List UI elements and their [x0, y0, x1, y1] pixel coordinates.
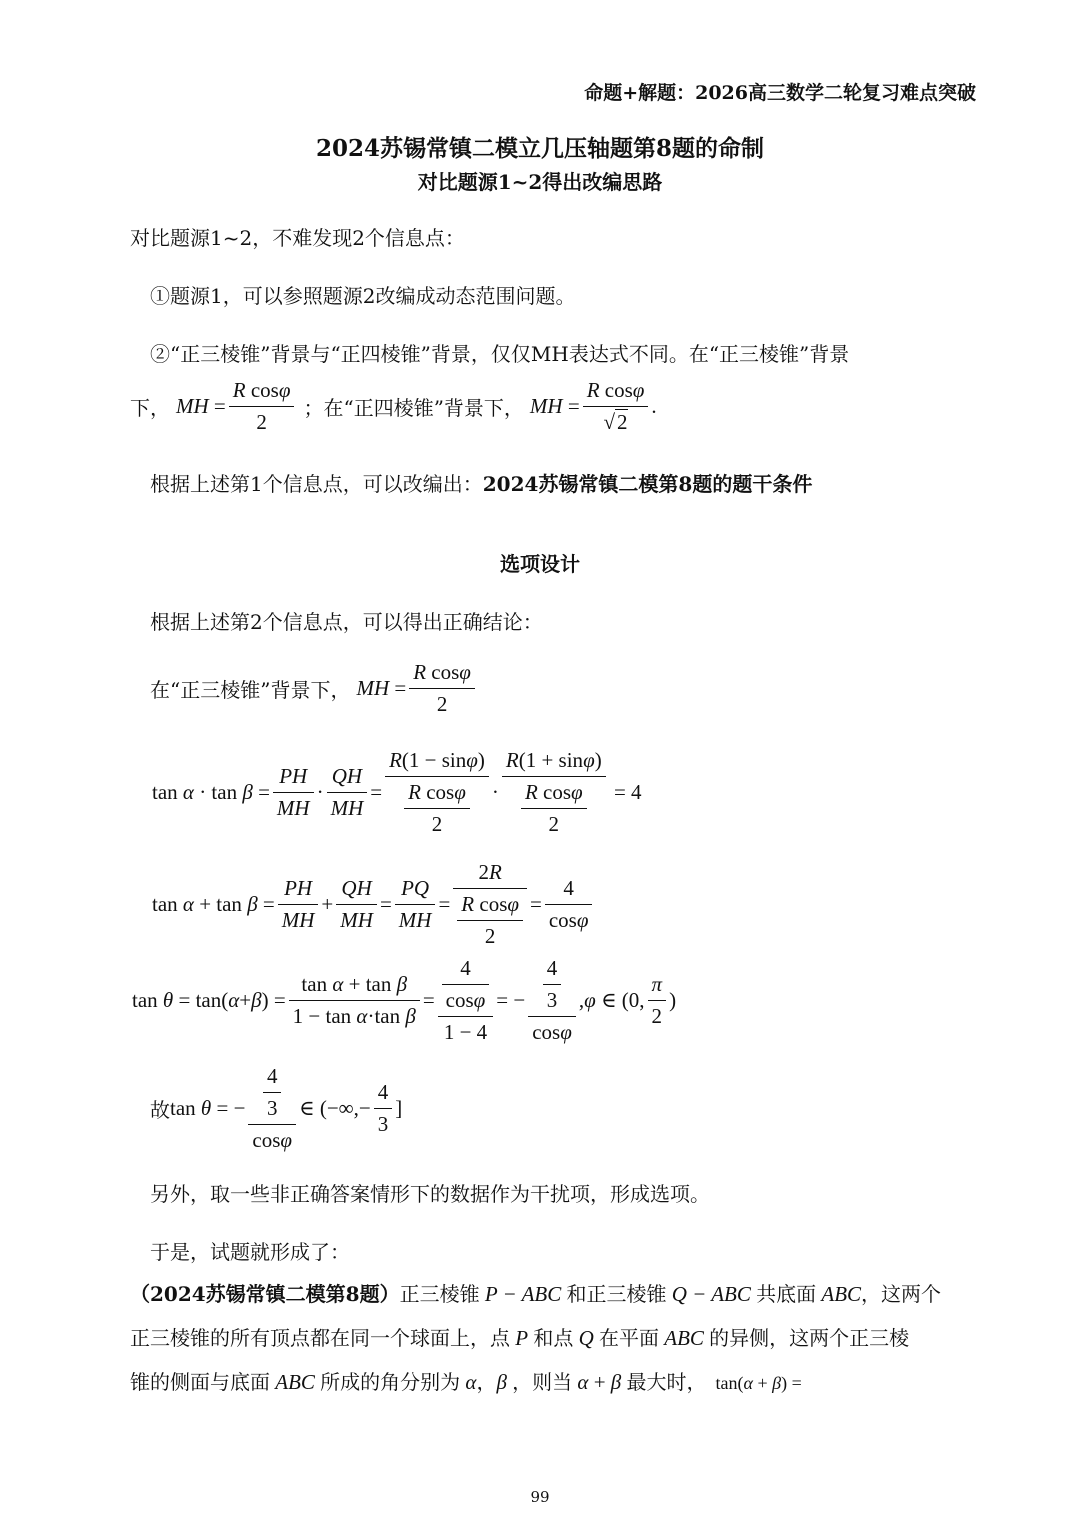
question-line-1: [130, 1278, 941, 1307]
page-title: 2024苏锡常镇二模立几压轴题第8题的命制: [315, 135, 765, 162]
q-l2-c: 在平面: [599, 1326, 659, 1350]
page-subtitle: 对比题源1~2得出改编思路: [417, 170, 663, 194]
formula-mh-triangular: MH = $\frac{\text{R cosφ}}{2}$: [176, 378, 297, 435]
paragraph-10: 于是，试题就形成了：: [150, 1240, 350, 1264]
q-l3-c: ，则当: [512, 1370, 573, 1394]
q-l1-d: ，这两个: [861, 1282, 942, 1306]
formula-conclusion: tan θ = − $\frac{\frac{4}{3}}{\cos\varphi}$ ∈ (−∞,− $\frac{4}{3}$ ]: [170, 1064, 403, 1152]
paragraph-9: 另外，取一些非正确答案情形下的数据作为干扰项，形成选项。: [150, 1182, 710, 1206]
paragraph-1: 对比题源1~2，不难发现2个信息点：: [130, 226, 465, 250]
section-heading: 选项设计: [500, 552, 580, 576]
p8-text: 故: [150, 1098, 170, 1122]
paragraph-8: [150, 1064, 402, 1153]
paragraph-7: [150, 660, 478, 717]
base-abc: ABC: [816, 1282, 862, 1306]
paragraph-6: 根据上述第2个信息点，可以得出正确结论：: [150, 610, 543, 634]
q-l3-b: 所成的角分别为: [320, 1370, 461, 1394]
running-header: 命题+解题：2026高三数学二轮复习难点突破: [584, 82, 976, 104]
p5-text-b: 2024苏锡常镇二模第8题的题干条件: [482, 472, 813, 496]
q-l1-b: 和正三棱锥: [566, 1282, 667, 1306]
formula-tan-sum: tan α + tan β = $\frac{PH}{MH}$ + $\frac{QH}{MH}$ = $\frac{PQ}{MH}$ = $\frac{2R}{\frac{\text{R cosφ}}{2}}$ = $\frac{4}{\cos\varphi}$: [152, 860, 595, 949]
paragraph-5: [150, 468, 812, 497]
question-label: （2024苏锡常镇二模第8题）: [130, 1282, 400, 1306]
q-l2-d: 的异侧，这两个正三棱: [709, 1326, 910, 1350]
p4-text-b: ；在“正四棱锥”背景下，: [303, 396, 524, 420]
page-number: 99: [530, 1488, 550, 1506]
formula-mh-square: MH = $\frac{\text{R cosφ}}{√2}$ .: [529, 378, 657, 434]
q-l2-a: 正三棱锥的所有顶点都在同一个球面上，点: [130, 1326, 510, 1350]
paragraph-2: ①题源1，可以参照题源2改编成动态范围问题。: [150, 284, 576, 308]
pyramid-p: P − ABC: [479, 1282, 567, 1306]
pyramid-q: Q − ABC: [666, 1282, 757, 1306]
q-l1-a: 正三棱锥: [399, 1282, 480, 1306]
formula-tan-theta: tan θ = tan( α + β ) = $\frac{\text{tan α + tan β}}{\text{1 − tan α·tan β}}$ = $\frac{\frac{4}{\cos\varphi}}{1 - 4}$ = − $\frac{\frac{4}{3}}{\cos\varphi}$ , φ ∈ (0, $\frac{\pi}{2}$ ): [132, 956, 677, 1044]
p7-text: 在“正三棱锥”背景下，: [150, 678, 351, 702]
formula-tan-product: tan α · tan β = $\frac{PH}{MH}$ · $\frac{QH}{MH}$ = $\frac{R(1 - \sin\varphi)}{\frac{\text{R cosφ}}{2}}$ · $\frac{R(1 + \sin\varphi)}{\frac{\text{R cosφ}}{2}}$ = 4: [152, 748, 642, 836]
formula-mh: MH = $\frac{\text{R cosφ}}{2}$: [356, 660, 477, 717]
question-line-3: 锥的侧面与底面 ABC 所成的角分别为 α，β ，则当 α + β 最大时， tan(α + β) =: [130, 1370, 802, 1394]
paragraph-3: ②“正三棱锥”背景与“正四棱锥”背景，仅仅MH表达式不同。在“正三棱锥”背景: [150, 342, 850, 366]
q-l3-a: 锥的侧面与底面: [130, 1370, 270, 1394]
p4-text-a: 下，: [130, 396, 170, 420]
question-line-2: 正三棱锥的所有顶点都在同一个球面上，点 P 和点 Q 在平面 ABC 的异侧，这两个正三棱: [130, 1326, 910, 1350]
p5-text-a: 根据上述第1个信息点，可以改编出：: [150, 472, 483, 496]
q-l1-c: 共底面: [756, 1282, 817, 1306]
q-l2-b: 和点: [533, 1326, 574, 1350]
q-l3-d: 最大时，: [626, 1370, 707, 1394]
paragraph-4: [130, 378, 657, 435]
